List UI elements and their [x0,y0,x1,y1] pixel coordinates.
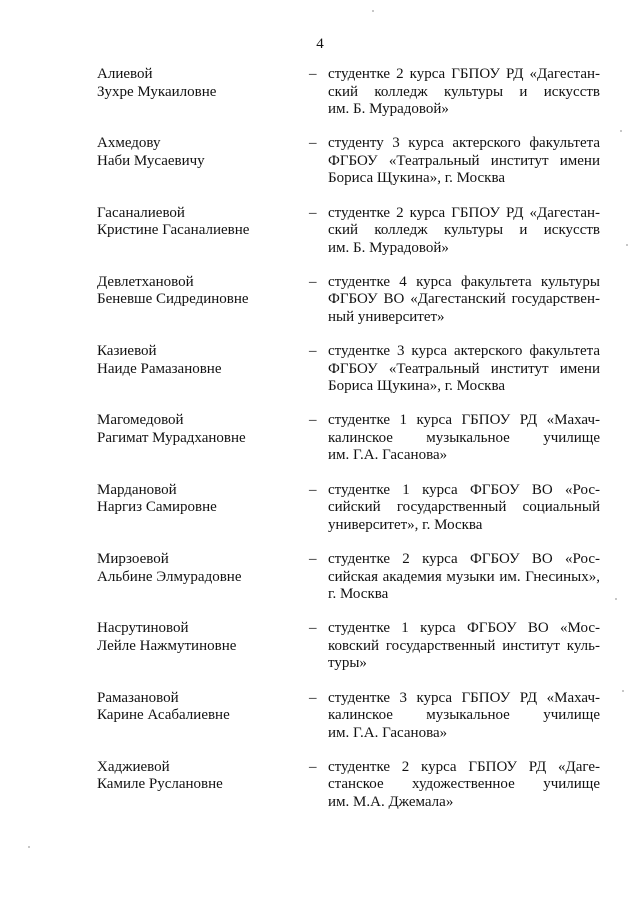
person-name [97,690,307,725]
description-line: ФГБОУ «Театральный институт имени [328,152,600,169]
description [328,135,600,188]
given-name: Наби Мусаевичу [97,152,205,169]
dash: – [309,620,317,637]
surname: Насрутиновой [97,620,189,637]
scan-speck [626,244,628,246]
description [328,205,600,258]
description-line: туры» [328,655,367,672]
list-item [0,66,640,135]
list-item [0,135,640,204]
list-item [0,690,640,759]
description-line: им. Г.А. Гасанова» [328,724,448,741]
surname: Хаджиевой [97,758,170,775]
given-name: Рагимат Мурадхановне [97,429,246,446]
description-line: студентке 3 курса ГБПОУ РД «Махач- [328,689,600,706]
description-line: им. Б. Мурадовой» [328,101,449,117]
dash: – [309,412,317,429]
description-line: студентке 4 курса факультета культуры [328,273,600,290]
given-name: Наиде Рамазановне [97,360,222,377]
surname: Ахмедову [97,135,161,152]
given-name: Кристине Гасаналиевне [97,222,250,239]
scan-speck [372,10,374,12]
given-name: Лейле Нажмутиновне [97,637,237,654]
dash: – [309,273,317,290]
description-line: Бориса Щукина», г. Москва [328,378,505,395]
person-name [97,343,307,378]
dash: – [309,689,317,706]
list-item [0,759,640,828]
description [328,759,600,812]
dash: – [309,481,317,498]
list-item [0,551,640,620]
description-line: ФГБОУ ВО «Дагестанский государствен- [328,291,600,308]
given-name: Альбине Элмурадовне [97,568,242,585]
person-name [97,274,307,309]
person-name [97,66,307,101]
surname: Гасаналиевой [97,204,185,221]
given-name: Зухре Мукаиловне [97,83,217,100]
description [328,66,600,119]
scan-speck [622,690,624,692]
given-name: Наргиз Самировне [97,499,217,516]
dash: – [309,135,317,152]
surname: Казиевой [97,343,157,360]
description [328,690,600,743]
description-line: им. Б. Мурадовой» [328,239,449,256]
dash: – [309,343,317,360]
dash: – [309,66,317,82]
description-line: сийский государственный социальный [328,499,600,516]
surname: Мардановой [97,481,177,498]
person-name [97,482,307,517]
description [328,412,600,465]
description-line: им. М.А. Джемала» [328,793,454,810]
dash: – [309,758,317,775]
page-number: 4 [316,36,324,52]
description-line: калинское музыкальное училище [328,429,600,446]
description-line: студенту 3 курса актерского факультета [328,135,600,152]
scan-speck [620,130,622,132]
description-line: студентке 3 курса актерского факультета [328,343,600,360]
description-line: ФГБОУ «Театральный институт имени [328,360,600,377]
description-line: студентке 2 курса ГБПОУ РД «Дагестан- [328,66,600,82]
description [328,620,600,673]
person-name [97,759,307,794]
awardee-list [0,66,640,828]
dash: – [309,551,317,568]
description-line: университет», г. Москва [328,516,483,533]
person-name [97,205,307,240]
description-line: ский колледж культуры и искусств [328,83,600,100]
description-line: студентке 1 курса ГБПОУ РД «Махач- [328,412,600,429]
scan-speck [615,598,617,600]
description-line: студентке 1 курса ФГБОУ ВО «Мос- [328,620,600,637]
description-line: сийская академия музыки им. Гнесиных», [328,568,600,585]
person-name [97,135,307,170]
dash: – [309,204,317,221]
description [328,551,600,604]
list-item [0,482,640,551]
description-line: Бориса Щукина», г. Москва [328,170,505,187]
description-line: студентке 2 курса ФГБОУ ВО «Рос- [328,551,600,568]
description [328,343,600,396]
surname: Девлетхановой [97,273,194,290]
description-line: студентке 1 курса ФГБОУ ВО «Рос- [328,481,600,498]
description-line: ный университет» [328,308,445,325]
description-line: студентке 2 курса ГБПОУ РД «Даге- [328,758,600,775]
description-line: ковский государственный институт куль- [328,637,600,654]
list-item [0,274,640,343]
description [328,482,600,535]
surname: Алиевой [97,66,153,82]
given-name: Беневше Сидрединовне [97,291,249,308]
list-item [0,343,640,412]
surname: Магомедовой [97,412,184,429]
person-name [97,412,307,447]
surname: Рамазановой [97,689,179,706]
description [328,274,600,327]
list-item [0,205,640,274]
person-name [97,620,307,655]
given-name: Карине Асабалиевне [97,707,230,724]
list-item [0,620,640,689]
given-name: Камиле Руслановне [97,776,223,793]
scan-speck [28,846,30,848]
description-line: г. Москва [328,586,389,603]
description-line: ский колледж культуры и искусств [328,222,600,239]
description-line: калинское музыкальное училище [328,707,600,724]
description-line: станское художественное училище [328,776,600,793]
surname: Мирзоевой [97,551,169,568]
list-item [0,412,640,481]
person-name [97,551,307,586]
description-line: студентке 2 курса ГБПОУ РД «Дагестан- [328,204,600,221]
description-line: им. Г.А. Гасанова» [328,447,448,464]
